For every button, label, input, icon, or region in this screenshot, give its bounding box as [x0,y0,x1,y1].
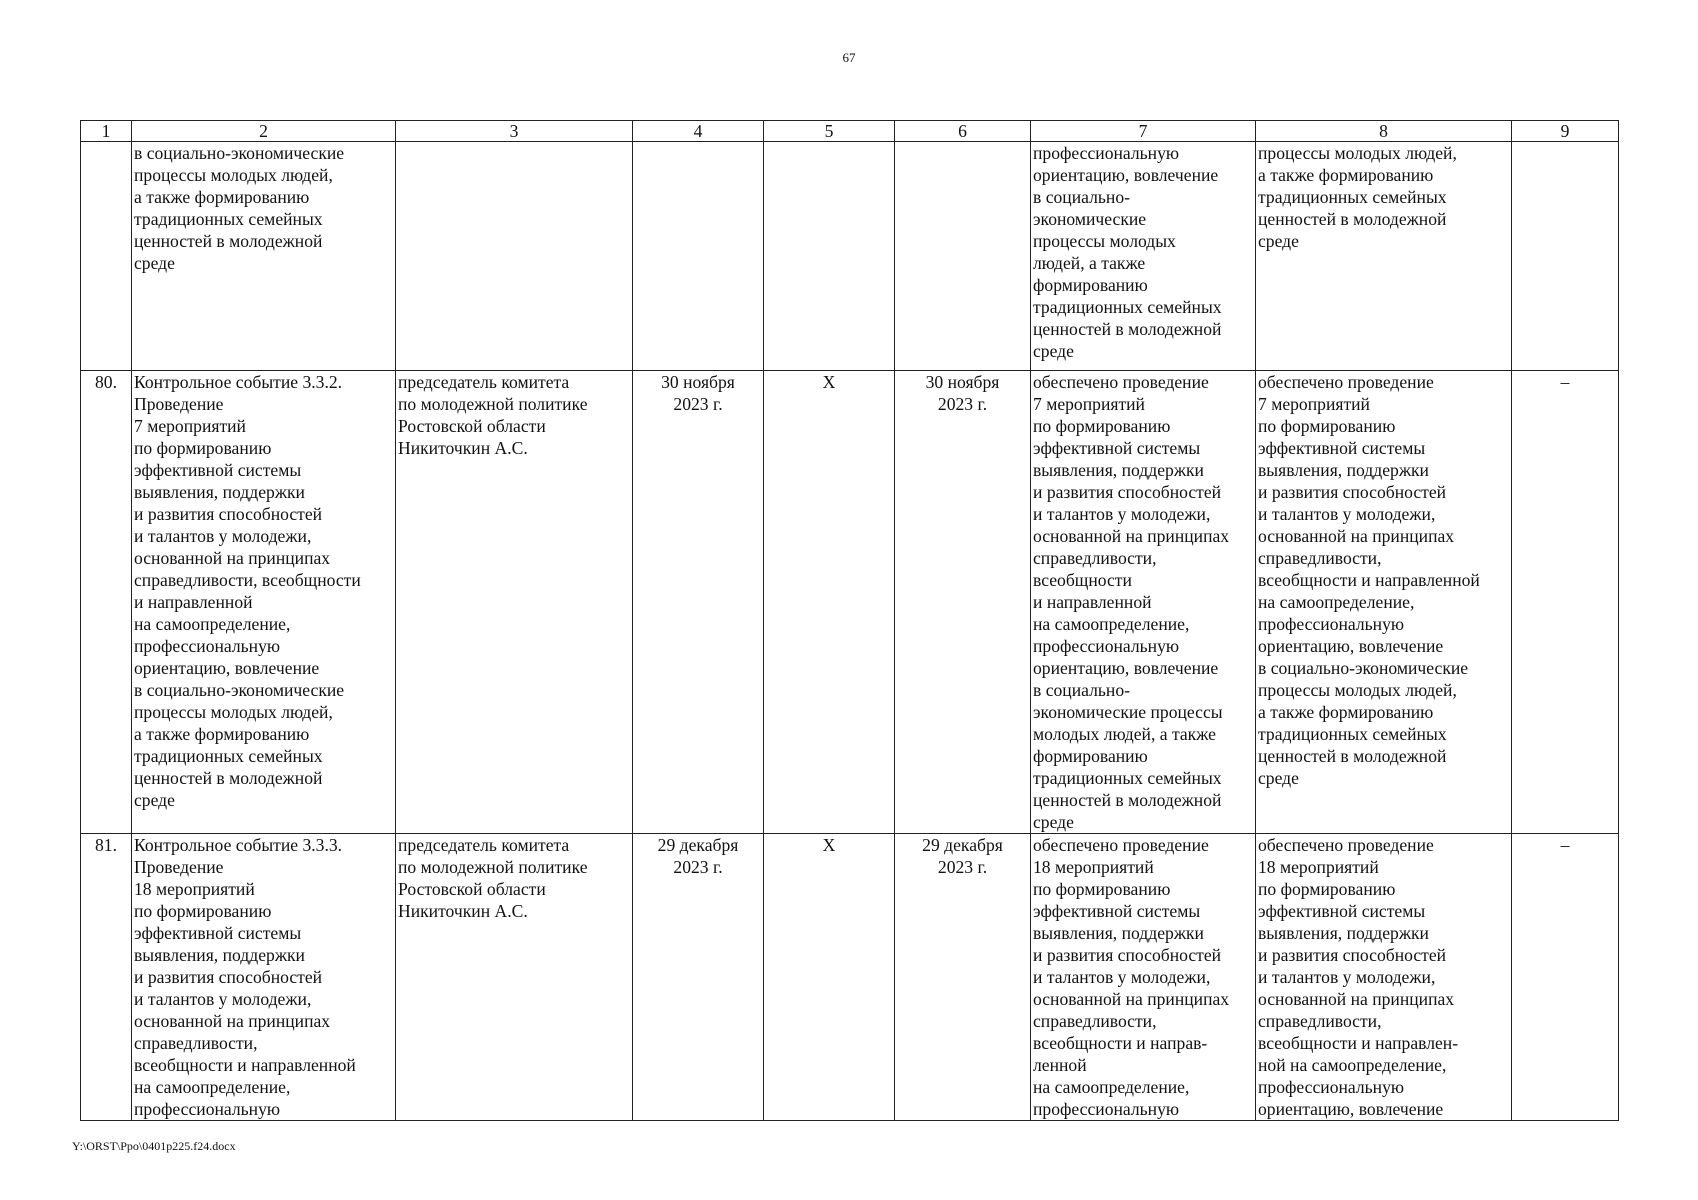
cell-text-line: на самоопределение, [134,614,291,634]
cell-text-line: профессиональную [1033,143,1180,163]
cell-text-line: выявления, поддержки [1258,923,1429,943]
cell-text-line: по формированию [1033,879,1171,899]
cell-text-line: эффективной системы [134,923,302,943]
column-header-7: 7 [1031,121,1256,142]
cell-text-line: профессиональную [134,636,281,656]
cell-text-line: профессиональную [1033,1099,1180,1119]
cell-text-line: формированию [1033,275,1148,295]
cell-text-line: справедливости, [1258,1011,1382,1031]
cell-text-line: и направленной [134,592,253,612]
cell-text-line: 18 мероприятий [1258,857,1379,877]
cell-text-line: в социально-экономические [134,143,345,163]
cell-text-line: Проведение [134,394,224,414]
actual-result-cell [1256,371,1512,834]
cell-text-line: и развития способностей [1258,945,1447,965]
cell-text-line: председатель комитета [398,372,570,392]
cell-text-line: в социально-экономические [1258,658,1469,678]
cell-text-line: процессы молодых [1033,231,1176,251]
cell-text-line: 2023 г. [673,857,723,877]
table-row-80 [81,371,1619,834]
cell-text-line: процессы молодых людей, [1258,680,1457,700]
cell-text-line: 7 мероприятий [134,416,246,436]
cell-text-line: справедливости, [1033,548,1157,568]
cell-text-line: среде [134,790,175,810]
cell-text-line: 18 мероприятий [1033,857,1154,877]
cell-text-line: ленной [1033,1055,1087,1075]
cell-text-line: всеобщности и направ- [1033,1033,1208,1053]
cell-text-line: Ростовской области [398,416,546,436]
cell-text-line: и талантов у молодежи, [1033,967,1211,987]
notes-cell: – [1512,834,1619,1121]
cell-text-line: среде [1033,812,1074,832]
cell-text-line: выявления, поддержки [1033,923,1204,943]
col5-cell: Х [764,371,895,834]
responsible-person-cell [396,142,633,371]
cell-text-line: процессы молодых людей, [134,165,333,185]
cell-text-line: обеспечено проведение [1258,372,1434,392]
cell-text-line: на самоопределение, [1258,592,1415,612]
column-header-9: 9 [1512,121,1619,142]
cell-text-line: ориентацию, вовлечение [134,658,320,678]
cell-text-line: в социально-экономические [134,680,345,700]
col5-cell: Х [764,834,895,1121]
row-number-cell [81,142,132,371]
cell-text-line: Контрольное событие 3.3.2. [134,372,343,392]
cell-text-line: всеобщности и направленной [1258,570,1480,590]
cell-text-line: ориентацию, вовлечение [1033,165,1219,185]
cell-text-line: выявления, поддержки [134,945,305,965]
table-row-continued [81,142,1619,371]
cell-text-line: среде [1258,231,1299,251]
column-header-5: 5 [764,121,895,142]
cell-text-line: 29 декабря [657,835,739,855]
cell-text-line: основанной на принципах [134,548,331,568]
cell-text-line: основанной на принципах [1033,989,1230,1009]
cell-text-line: на самоопределение, [1033,614,1190,634]
cell-text-line: профессиональную [1258,1077,1405,1097]
event-description-cell [132,142,396,371]
footer-file-path: Y:\ORST\Ppo\0401p225.f24.docx [72,1139,236,1153]
cell-text-line: процессы молодых людей, [134,702,333,722]
cell-text-line: 29 декабря [922,835,1003,855]
cell-text-line: председатель комитета [398,835,570,855]
cell-text-line: 7 мероприятий [1258,394,1370,414]
cell-text-line: выявления, поддержки [1033,460,1204,480]
column-header-6: 6 [895,121,1031,142]
cell-text-line: ориентацию, вовлечение [1258,1099,1444,1119]
cell-text-line: а также формированию [1258,165,1434,185]
planned-date-cell [633,834,764,1121]
column-header-2: 2 [132,121,396,142]
cell-text-line: традиционных семейных [134,209,323,229]
cell-text-line: справедливости, всеобщности [134,570,361,590]
cell-text-line: традиционных семейных [1258,724,1447,744]
column-header-4: 4 [633,121,764,142]
column-header-8: 8 [1256,121,1512,142]
actual-date-cell [895,834,1031,1121]
cell-text-line: Контрольное событие 3.3.3. [134,835,343,855]
cell-text-line: в социально- [1033,680,1130,700]
cell-text-line: профессиональную [1033,636,1180,656]
cell-text-line: 2023 г. [673,394,723,414]
event-description-cell [132,834,396,1121]
cell-text-line: ценностей в молодежной [1258,209,1447,229]
cell-text-line: и талантов у молодежи, [1258,504,1436,524]
planned-date-cell [633,142,764,371]
cell-text-line: обеспечено проведение [1033,835,1209,855]
cell-text-line: всеобщности [1033,570,1132,590]
result-cell [1031,371,1256,834]
event-description-cell [132,371,396,834]
cell-text-line: традиционных семейных [1033,297,1222,317]
cell-text-line: 2023 г. [937,857,988,877]
result-cell [1031,834,1256,1121]
cell-text-line: среде [134,253,175,273]
cell-text-line: и развития способностей [134,504,323,524]
row-number-cell: 80. [81,371,132,834]
column-header-1: 1 [81,121,132,142]
cell-text-line: по формированию [1033,416,1171,436]
cell-text-line: эффективной системы [134,460,302,480]
cell-text-line: а также формированию [134,187,310,207]
cell-text-line: и талантов у молодежи, [1033,504,1211,524]
cell-text-line: обеспечено проведение [1258,835,1434,855]
cell-text-line: на самоопределение, [1033,1077,1190,1097]
table-row-81 [81,834,1619,1121]
column-number-row [81,121,1619,142]
cell-text-line: основанной на принципах [134,1011,331,1031]
cell-text-line: ценностей в молодежной [134,768,323,788]
cell-text-line: в социально- [1033,187,1130,207]
cell-text-line: по формированию [1258,879,1396,899]
cell-text-line: основанной на принципах [1258,989,1455,1009]
page-number: 67 [842,50,856,65]
cell-text-line: ной на самоопределение, [1258,1055,1447,1075]
cell-text-line: ценностей в молодежной [134,231,323,251]
cell-text-line: обеспечено проведение [1033,372,1209,392]
cell-text-line: выявления, поддержки [134,482,305,502]
cell-text-line: экономические процессы [1033,702,1223,722]
cell-text-line: традиционных семейных [1258,187,1447,207]
cell-text-line: справедливости, [1033,1011,1157,1031]
cell-text-line: 30 ноября [925,372,1000,392]
result-cell [1031,142,1256,371]
cell-text-line: и талантов у молодежи, [1258,967,1436,987]
cell-text-line: выявления, поддержки [1258,460,1429,480]
cell-text-line: эффективной системы [1033,901,1201,921]
cell-text-line: и талантов у молодежи, [134,526,312,546]
cell-text-line: справедливости, [1258,548,1382,568]
notes-cell [1512,142,1619,371]
cell-text-line: и направленной [1033,592,1152,612]
cell-text-line: а также формированию [134,724,310,744]
cell-text-line: Проведение [134,857,224,877]
cell-text-line: 30 ноября [661,372,735,392]
cell-text-line: и развития способностей [134,967,323,987]
cell-text-line: эффективной системы [1033,438,1201,458]
actual-result-cell [1256,142,1512,371]
cell-text-line: по молодежной политике [398,857,588,877]
col5-cell [764,142,895,371]
cell-text-line: по формированию [1258,416,1396,436]
cell-text-line: 2023 г. [937,394,988,414]
cell-text-line: формированию [1033,746,1148,766]
cell-text-line: и развития способностей [1258,482,1447,502]
cell-text-line: и развития способностей [1033,945,1222,965]
cell-text-line: молодых людей, а также [1033,724,1216,744]
cell-text-line: Никиточкин А.С. [398,901,528,921]
notes-cell: – [1512,371,1619,834]
cell-text-line: всеобщности и направленной [134,1055,356,1075]
cell-text-line: справедливости, [134,1033,258,1053]
cell-text-line: основанной на принципах [1033,526,1230,546]
cell-text-line: 7 мероприятий [1033,394,1145,414]
cell-text-line: эффективной системы [1258,438,1426,458]
cell-text-line: ориентацию, вовлечение [1033,658,1219,678]
cell-text-line: 18 мероприятий [134,879,255,899]
actual-result-cell [1256,834,1512,1121]
column-header-3: 3 [396,121,633,142]
cell-text-line: по молодежной политике [398,394,588,414]
cell-text-line: среде [1258,768,1299,788]
cell-text-line: по формированию [134,438,272,458]
cell-text-line: среде [1033,341,1074,361]
cell-text-line: экономические [1033,209,1147,229]
cell-text-line: профессиональную [1258,614,1405,634]
cell-text-line: и развития способностей [1033,482,1222,502]
cell-text-line: людей, а также [1033,253,1146,273]
cell-text-line: Ростовской области [398,879,546,899]
actual-date-cell [895,371,1031,834]
cell-text-line: на самоопределение, [134,1077,291,1097]
row-number-cell: 81. [81,834,132,1121]
cell-text-line: профессиональную [134,1099,281,1119]
cell-text-line: традиционных семейных [1033,768,1222,788]
cell-text-line: всеобщности и направлен- [1258,1033,1459,1053]
cell-text-line: а также формированию [1258,702,1434,722]
actual-date-cell [895,142,1031,371]
cell-text-line: процессы молодых людей, [1258,143,1457,163]
cell-text-line: основанной на принципах [1258,526,1455,546]
cell-text-line: ценностей в молодежной [1033,319,1222,339]
cell-text-line: ориентацию, вовлечение [1258,636,1444,656]
cell-text-line: ценностей в молодежной [1258,746,1447,766]
planned-date-cell [633,371,764,834]
cell-text-line: Никиточкин А.С. [398,438,528,458]
cell-text-line: эффективной системы [1258,901,1426,921]
cell-text-line: по формированию [134,901,272,921]
cell-text-line: ценностей в молодежной [1033,790,1222,810]
cell-text-line: традиционных семейных [134,746,323,766]
responsible-person-cell [396,371,633,834]
report-table [80,120,1619,1121]
responsible-person-cell [396,834,633,1121]
cell-text-line: и талантов у молодежи, [134,989,312,1009]
